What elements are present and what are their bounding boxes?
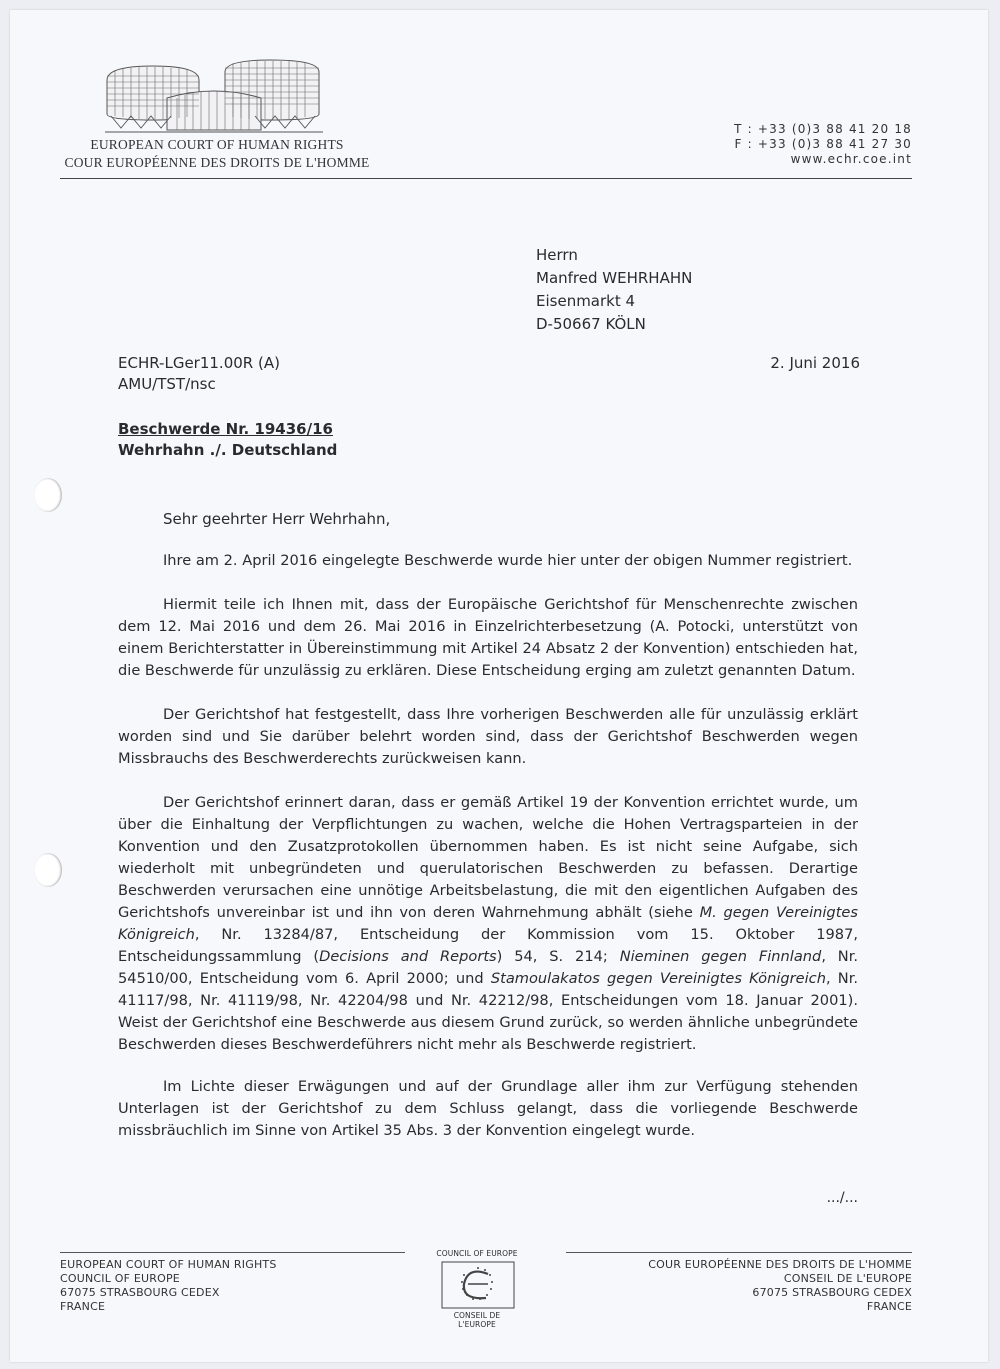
punch-hole-bottom (34, 853, 62, 887)
address-street: Eisenmarkt 4 (536, 292, 636, 310)
decisions-reports: Decisions and Reports (319, 948, 497, 965)
footer-right-line: CONSEIL DE L'EUROPE (783, 1272, 912, 1285)
case-citation-2: Nieminen gegen Finnland (619, 948, 822, 965)
paragraph-3: Der Gerichtshof hat festgestellt, dass Ihre vorherigen Beschwerden alle für unzulässig erklärt worden sind und Sie darüber belehrt worden sind, dass der Gerichtshof Beschwerden wegen Missbrauchs des Beschwerderechts zurückweisen kann. (118, 706, 858, 767)
address-salutation: Herrn (536, 246, 578, 264)
coe-label-en: COUNCIL OF EUROPE (436, 1249, 518, 1258)
phone-number: T : +33 (0)3 88 41 20 18 (734, 122, 912, 136)
subject-line-2: Wehrhahn ./. Deutschland (118, 441, 338, 459)
recipient-address (536, 244, 692, 336)
salutation: Sehr geehrter Herr Wehrhahn, (163, 510, 391, 528)
subject-block (118, 419, 337, 461)
letter-date: 2. Juni 2016 (770, 354, 860, 372)
reference-block (118, 353, 280, 395)
address-city: D-50667 KÖLN (536, 315, 646, 333)
p4-text-b: , Nr. 13284/87, Entscheidung der Kommission vom 15. Oktober 1987, Entscheidungssammlung ( (118, 926, 858, 965)
paragraph-1: Ihre am 2. April 2016 eingelegte Beschwerde wurde hier unter der obigen Nummer registriert. (163, 552, 853, 569)
footer-right-line: 67075 STRASBOURG CEDEX (752, 1286, 912, 1299)
footer-left-line: FRANCE (60, 1300, 106, 1313)
footer-right-line: COUR EUROPÉENNE DES DROITS DE L'HOMME (648, 1258, 912, 1271)
footer-left-line: 67075 STRASBOURG CEDEX (60, 1286, 220, 1299)
paragraph-4 (118, 792, 858, 1056)
p4-text-d: , Nr. 54510/00, Entscheidung vom 6. April 2000; und (118, 948, 859, 987)
case-citation-1: M. gegen Vereinigtes Königreich (118, 904, 859, 943)
p4-text-c: ) 54, S. 214; (496, 948, 620, 965)
website-link: www.echr.coe.int (790, 152, 912, 166)
subject-line-1 (118, 419, 337, 440)
address-name: Manfred WEHRHAHN (536, 269, 693, 287)
footer-left-line: COUNCIL OF EUROPE (60, 1272, 180, 1285)
council-of-europe-logo (438, 1260, 518, 1310)
coe-label-fr: CONSEIL DE L'EUROPE (453, 1311, 501, 1329)
header-divider (60, 178, 912, 179)
court-name-en: EUROPEAN COURT OF HUMAN RIGHTS (90, 137, 344, 152)
paragraph-2: Hiermit teile ich Ihnen mit, dass der Europäische Gerichtshof für Menschenrechte zwischen dem 12. Mai 2016 und dem 26. Mai 2016 in Einzelrichterbesetzung (A. Potocki, unterstützt von einem Berichterstatter in Übereinstimmung mit Artikel 24 Absatz 2 der Konvention) entschieden hat, die Beschwerde für unzulässig zu erklären. Diese Entscheidung erging am zuletzt genannten Datum. (118, 596, 858, 679)
paragraph-5: Im Lichte dieser Erwägungen und auf der Grundlage aller ihm zur Verfügung stehenden Unterlagen ist der Gerichtshof zu dem Schluss gelangt, dass die vorliegende Beschwerde missbräuchlich im Sinne von Artikel 35 Abs. 3 der Konvention eingelegt wurde. (118, 1078, 858, 1139)
court-name-block (62, 136, 372, 172)
footer-address-fr (648, 1258, 912, 1314)
court-building-logo (105, 58, 323, 136)
fax-number: F : +33 (0)3 88 41 27 30 (734, 137, 912, 151)
footer-right-line: FRANCE (866, 1300, 912, 1313)
continuation-mark: .../... (826, 1190, 858, 1206)
p4-text-e: , Nr. 41117/98, Nr. 41119/98, Nr. 42204/98 und Nr. 42212/98, Entscheidungen vom 18. Januar 2001). Weist der Gerichtshof eine Beschwerde aus diesem Grund zurück, so werden ähnliche unbegründete Beschwerden dieses Beschwerdeführers nicht mehr als Beschwerde registriert. (118, 970, 859, 1053)
reference-initials: AMU/TST/nsc (118, 375, 216, 393)
letter-page (10, 10, 988, 1362)
footer-address-en (60, 1258, 277, 1314)
footer-left-line: EUROPEAN COURT OF HUMAN RIGHTS (60, 1258, 277, 1271)
p4-text-a: Der Gerichtshof erinnert daran, dass er gemäß Artikel 19 der Konvention errichtet wurde, um über die Einhaltung der Verpflichtungen zu wachen, welche die Hohen Vertragsparteien in der Konvention und den Zusatzprotokollen übernommen haben. Es ist nicht seine Aufgabe, sich wiederholt mit unbegründeten und querulatorischen Beschwerden zu befassen. Derartige Beschwerden verursachen eine unnötige Arbeitsbelastung, die mit den eigentlichen Aufgaben des Gerichtshofs unvereinbar ist und ihn von deren Wahrnehmung abhält (siehe (118, 794, 858, 921)
footer-rule-right (566, 1252, 912, 1253)
reference-code: ECHR-LGer11.00R (A) (118, 354, 280, 372)
contact-block (734, 122, 912, 167)
footer-rule-left (60, 1252, 405, 1253)
subject-prefix: Beschwerde (118, 420, 226, 438)
court-name-fr: COUR EUROPÉENNE DES DROITS DE L'HOMME (64, 155, 370, 170)
punch-hole-top (34, 478, 62, 512)
case-citation-3: Stamoulakatos gegen Vereinigtes Königreich (490, 970, 826, 987)
application-number: Nr. 19436/16 (225, 420, 333, 438)
